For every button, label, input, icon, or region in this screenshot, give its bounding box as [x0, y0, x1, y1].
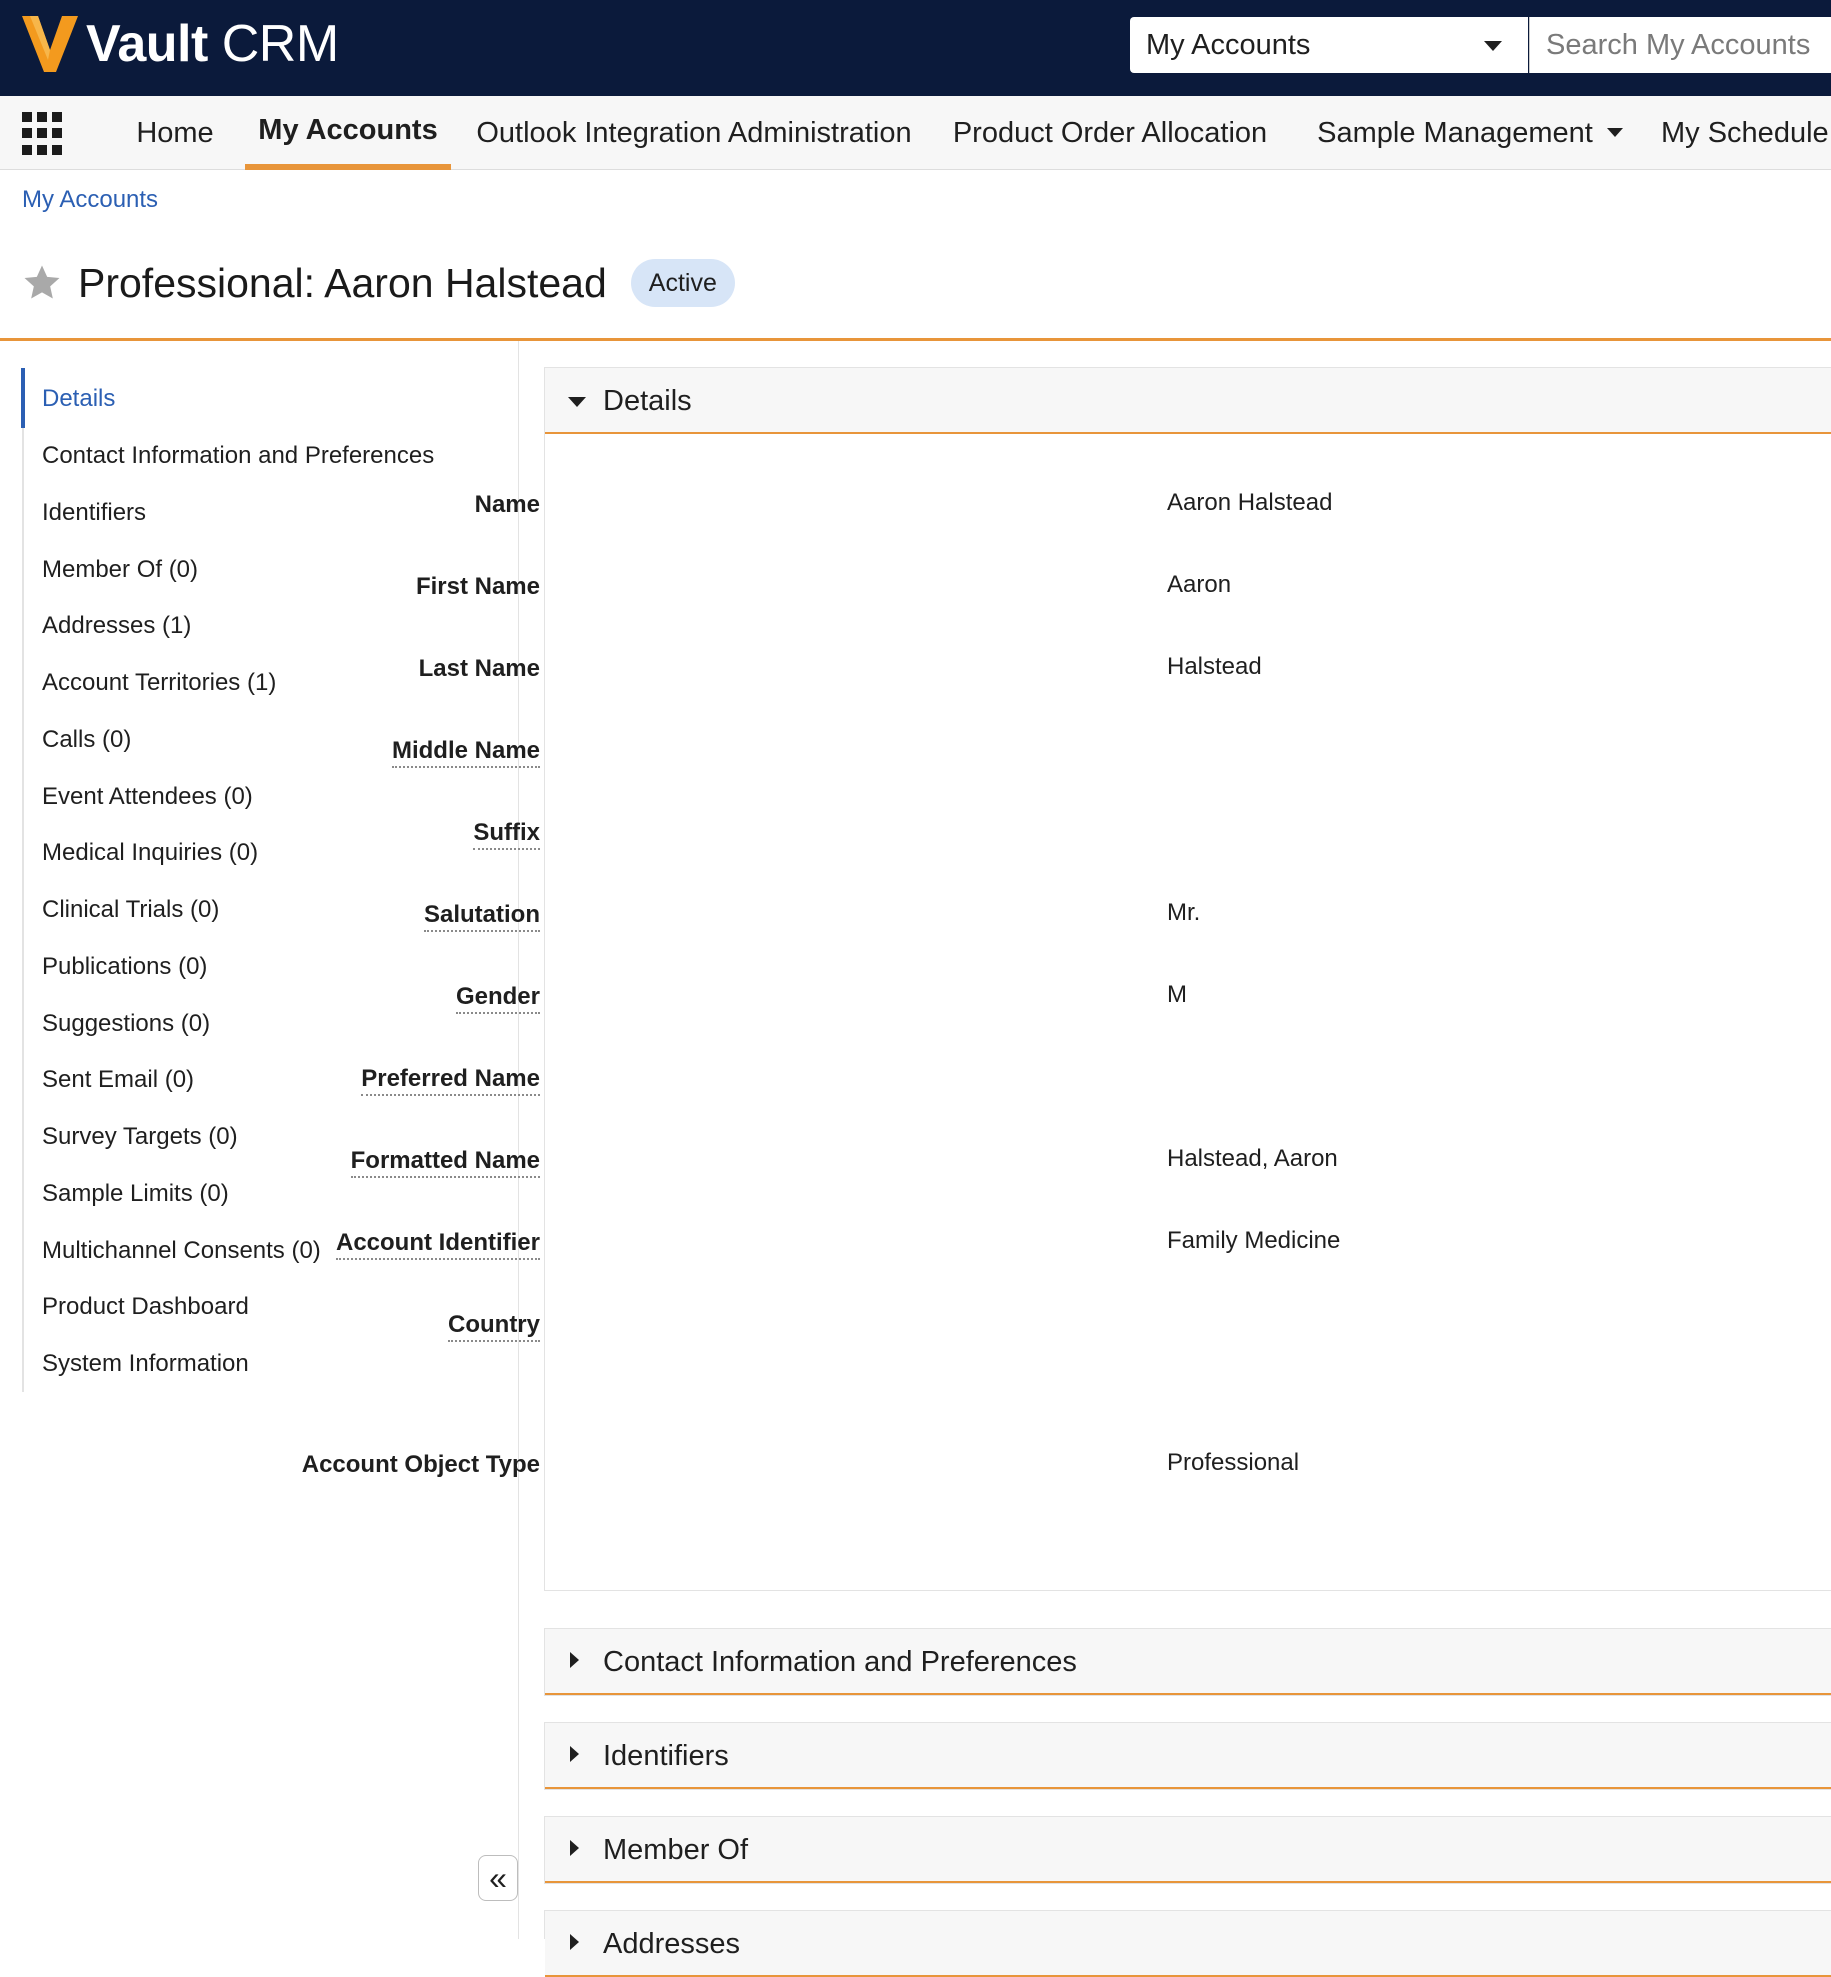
section-link-suggestions[interactable]: Suggestions (0) [42, 1010, 211, 1037]
field-label-country[interactable]: Country [448, 1311, 540, 1342]
identifiers-panel [544, 1722, 1831, 1790]
section-link-product-dashboard[interactable]: Product Dashboard [42, 1293, 249, 1320]
section-link-identifiers[interactable]: Identifiers [42, 499, 147, 526]
section-link-multichannel-consents[interactable]: Multichannel Consents (0) [42, 1237, 321, 1264]
field-label-account-object-type: Account Object Type [301, 1451, 540, 1478]
app-launcher-grid-icon[interactable] [22, 112, 66, 156]
nav-tab-outlook-integration-administration[interactable]: Outlook Integration Administration [476, 117, 912, 149]
star-icon[interactable] [22, 263, 62, 303]
section-link-survey-targets[interactable]: Survey Targets (0) [42, 1123, 238, 1150]
field-label-last-name: Last Name [418, 655, 540, 682]
field-label-suffix[interactable]: Suffix [473, 819, 540, 850]
chevron-down-icon [1484, 41, 1502, 51]
search-input[interactable] [1529, 17, 1831, 73]
nav-tab-product-order-allocation[interactable]: Product Order Allocation [952, 117, 1268, 149]
contact-information-panel-title: Contact Information and Preferences [603, 1646, 1077, 1678]
field-value-first-name: Aaron [1167, 571, 1232, 598]
field-label-name: Name [474, 491, 540, 518]
field-value-account-identifier: Family Medicine [1167, 1227, 1341, 1254]
identifiers-panel-title: Identifiers [603, 1740, 729, 1772]
top-header [0, 0, 1831, 96]
details-panel [544, 367, 1831, 1591]
double-chevron-left-icon: « [489, 1860, 507, 1896]
page-title: Professional: Aaron Halstead [78, 259, 607, 306]
logo-text: Vault CRM [86, 15, 339, 73]
addresses-panel-header[interactable] [545, 1911, 1831, 1977]
active-section-indicator [21, 368, 25, 428]
breadcrumb-link[interactable]: My Accounts [22, 186, 159, 213]
field-label-middle-name[interactable]: Middle Name [392, 737, 540, 768]
record-title-row [22, 255, 735, 311]
contact-information-panel [544, 1628, 1831, 1696]
field-value-formatted-name: Halstead, Aaron [1167, 1145, 1338, 1172]
contact-information-panel-header[interactable] [545, 1629, 1831, 1695]
details-panel-header[interactable] [545, 368, 1831, 434]
field-value-name: Aaron Halstead [1167, 489, 1333, 516]
field-label-salutation[interactable]: Salutation [424, 901, 540, 932]
section-link-sent-email[interactable]: Sent Email (0) [42, 1066, 195, 1093]
caret-right-icon [570, 1652, 579, 1668]
section-link-medical-inquiries[interactable]: Medical Inquiries (0) [42, 839, 259, 866]
section-link-member-of[interactable]: Member Of (0) [42, 556, 199, 583]
section-link-system-information[interactable]: System Information [42, 1350, 249, 1377]
title-divider [0, 338, 1831, 341]
member-of-panel-title: Member Of [603, 1834, 749, 1866]
addresses-panel [544, 1910, 1831, 1960]
field-value-account-object-type: Professional [1167, 1449, 1300, 1476]
nav-tab-my-schedule[interactable]: My Schedule [1661, 117, 1829, 149]
field-value-salutation: Mr. [1167, 899, 1201, 926]
caret-right-icon [570, 1746, 579, 1762]
field-label-first-name: First Name [415, 573, 540, 600]
nav-tab-sample-management[interactable]: Sample Management [1305, 96, 1635, 170]
details-panel-body [545, 434, 1831, 1590]
identifiers-panel-header[interactable] [545, 1723, 1831, 1789]
member-of-panel [544, 1816, 1831, 1884]
caret-right-icon [570, 1840, 579, 1856]
search-scope-select[interactable] [1130, 17, 1528, 73]
chevron-down-icon [1607, 128, 1623, 137]
section-link-calls[interactable]: Calls (0) [42, 726, 132, 753]
section-link-addresses[interactable]: Addresses (1) [42, 612, 192, 639]
field-label-formatted-name[interactable]: Formatted Name [351, 1147, 540, 1178]
member-of-panel-header[interactable] [545, 1817, 1831, 1883]
field-label-account-identifier[interactable]: Account Identifier [336, 1229, 540, 1260]
section-link-account-territories[interactable]: Account Territories (1) [42, 669, 277, 696]
caret-right-icon [570, 1934, 579, 1950]
nav-tab-my-accounts[interactable]: My Accounts [245, 96, 451, 170]
vault-crm-logo[interactable] [22, 14, 339, 74]
addresses-panel-title: Addresses [603, 1928, 741, 1960]
app-navbar [0, 96, 1831, 170]
section-link-details[interactable]: Details [42, 385, 116, 412]
field-label-gender[interactable]: Gender [456, 983, 540, 1014]
search-scope-value: My Accounts [1146, 28, 1311, 61]
status-badge: Active [631, 259, 735, 307]
details-panel-title: Details [603, 385, 692, 417]
section-link-contact-information[interactable]: Contact Information and Preferences [42, 442, 435, 469]
section-link-publications[interactable]: Publications (0) [42, 953, 208, 980]
field-value-gender: M [1167, 981, 1187, 1008]
section-link-clinical-trials[interactable]: Clinical Trials (0) [42, 896, 220, 923]
nav-tab-home[interactable]: Home [136, 117, 214, 149]
collapse-sidebar-button[interactable] [478, 1855, 518, 1901]
section-link-sample-limits[interactable]: Sample Limits (0) [42, 1180, 229, 1207]
caret-down-icon [568, 397, 586, 407]
field-value-last-name: Halstead [1167, 653, 1262, 680]
veeva-v-logo-icon [22, 16, 78, 72]
section-link-event-attendees[interactable]: Event Attendees (0) [42, 783, 253, 810]
field-label-preferred-name[interactable]: Preferred Name [361, 1065, 540, 1096]
